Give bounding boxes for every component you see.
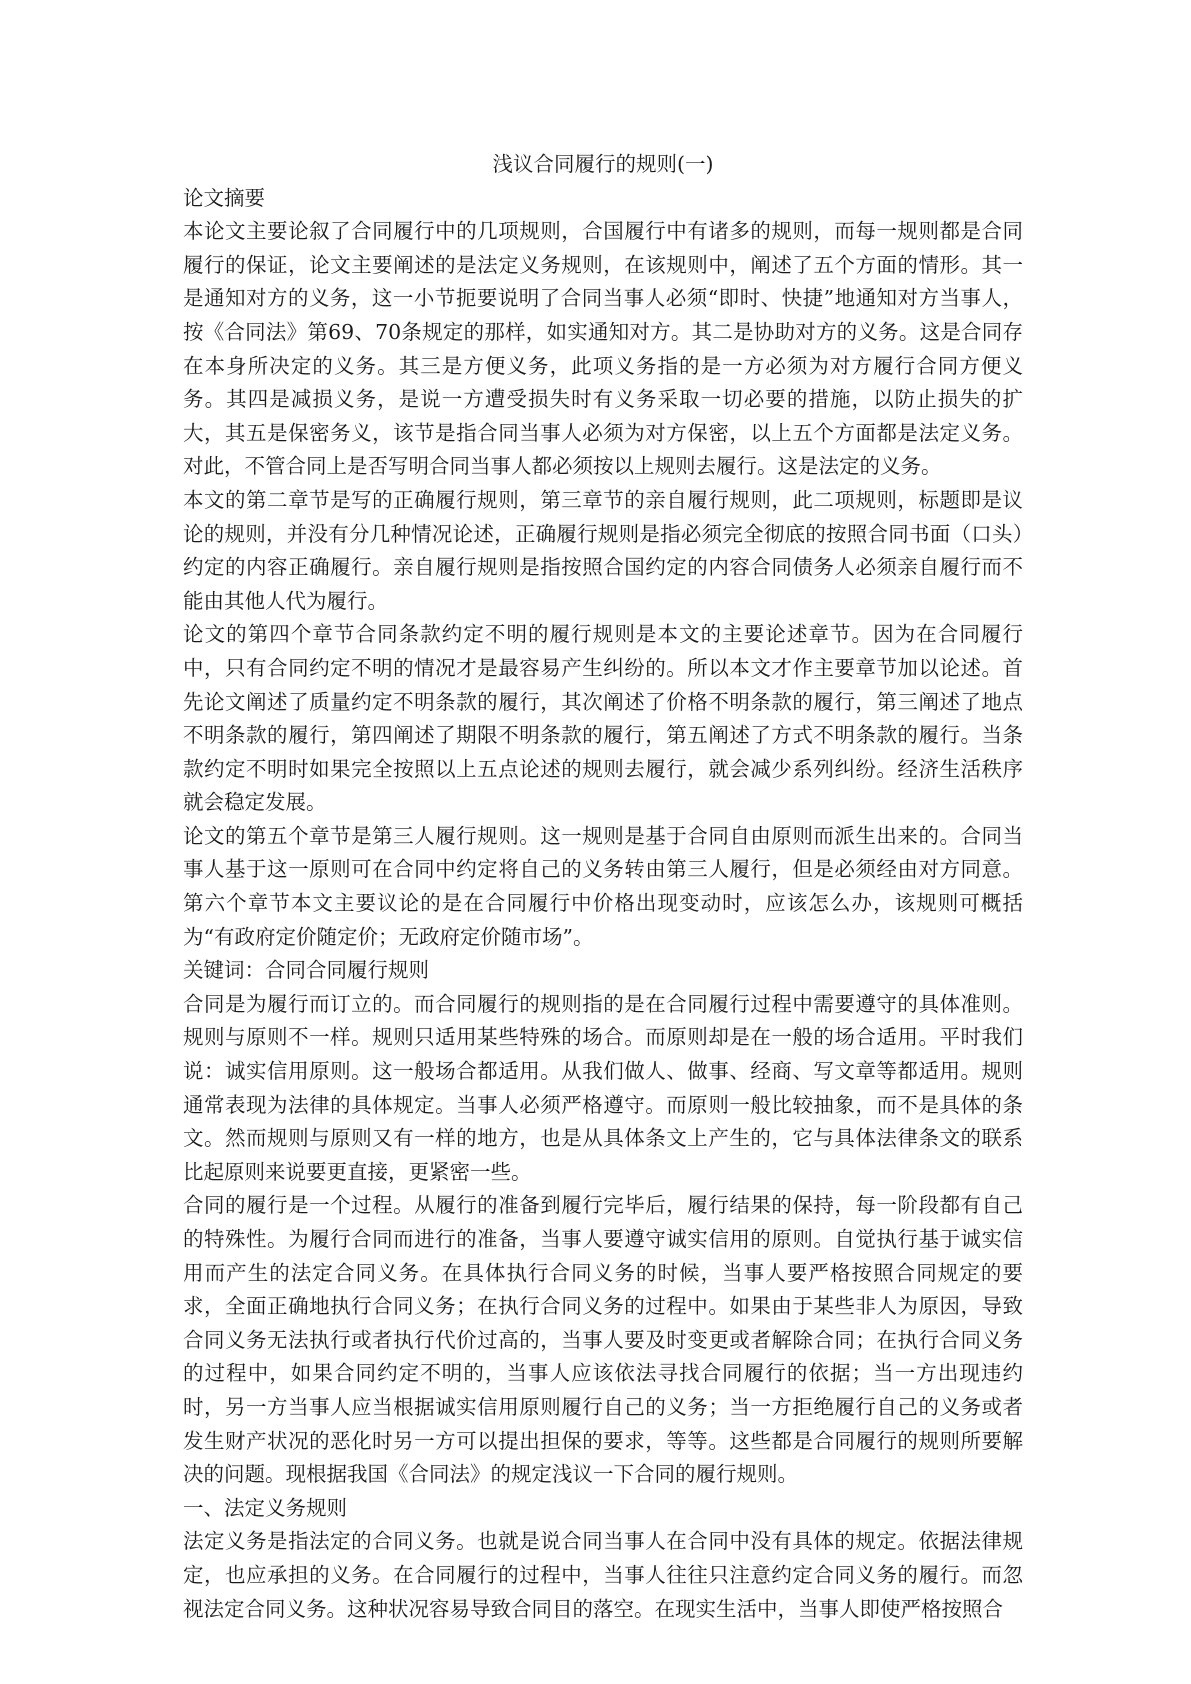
abstract-paragraph-2: 本文的第二章节是写的正确履行规则，第三章节的亲自履行规则，此二项规则，标题即是议论的规则，并没有分几种情况论述，正确履行规则是指必须完全彻底的按照合同书面（口头）约定的内容正确履行。亲自履行规则是指按照合国约定的内容合同债务人必须亲自履行而不能由其他人代为履行。 xyxy=(183,487,1023,613)
document-title: 浅议合同履行的规则(一) xyxy=(492,152,714,176)
body-paragraph-3: 法定义务是指法定的合同义务。也就是说合同当事人在合同中没有具体的规定。依据法律规定，也应承担的义务。在合同履行的过程中，当事人往往只注意约定合同义务的履行。而忽视法定合同义务。这种状况容易导致合同目的落空。在现实生活中，当事人即使严格按照合 xyxy=(183,1529,1023,1621)
abstract-paragraph-3: 论文的第四个章节合同条款约定不明的履行规则是本文的主要论述章节。因为在合同履行中，只有合同约定不明的情况才是最容易产生纠纷的。所以本文才作主要章节加以论述。首先论文阐述了质量约定不明条款的履行，其次阐述了价格不明条款的履行，第三阐述了地点不明条款的履行，第四阐述了期限不明条款的履行，第五阐述了方式不明条款的履行。当条款约定不明时如果完全按照以上五点论述的规则去履行，就会减少系列纠纷。经济生活秩序就会稳定发展。 xyxy=(183,622,1023,815)
abstract-heading: 论文摘要 xyxy=(183,185,265,210)
body-paragraph-2: 合同的履行是一个过程。从履行的准备到履行完毕后，履行结果的保持，每一阶段都有自己的特殊性。为履行合同而进行的准备，当事人要遵守诚实信用的原则。自觉执行基于诚实信用而产生的法定合同义务。在具体执行合同义务的时候，当事人要严格按照合同规定的要求，全面正确地执行合同义务；在执行合同义务的过程中。如果由于某些非人为原因，导致合同义务无法执行或者执行代价过高的，当事人要及时变更或者解除合同；在执行合同义务的过程中，如果合同约定不明的，当事人应该依法寻找合同履行的依据；当一方出现违约时，另一方当事人应当根据诚实信用原则履行自己的义务；当一方拒绝履行自己的义务或者发生财产状况的恶化时另一方可以提出担保的要求，等等。这些都是合同履行的规则所要解决的问题。现根据我国《合同法》的规定浅议一下合同的履行规则。 xyxy=(183,1193,1023,1487)
section-heading-1: 一、法定义务规则 xyxy=(183,1495,347,1520)
keywords-line: 关键词：合同合同履行规则 xyxy=(183,958,429,983)
abstract-paragraph-1: 本论文主要论叙了合同履行中的几项规则，合国履行中有诸多的规则，而每一规则都是合同履行的保证，论文主要阐述的是法定义务规则，在该规则中，阐述了五个方面的情形。其一是通知对方的义务，这一小节扼要说明了合同当事人必须“即时、快捷”地通知对方当事人，按《合同法》第69、70条规定的那样，如实通知对方。其二是协助对方的义务。这是合同存在本身所决定的义务。其三是方便义务，此项义务指的是一方必须为对方履行合同方便义务。其四是减损义务，是说一方遭受损失时有义务采取一切必要的措施，以防止损失的扩大，其五是保密务义，该节是指合同当事人必须为对方保密，以上五个方面都是法定义务。对此，不管合同上是否写明合同当事人都必须按以上规则去履行。这是法定的义务。 xyxy=(183,219,1023,479)
document-page xyxy=(183,148,1023,1626)
body-paragraph-1: 合同是为履行而订立的。而合同履行的规则指的是在合同履行过程中需要遵守的具体准则。规则与原则不一样。规则只适用某些特殊的场合。而原则却是在一般的场合适用。平时我们说：诚实信用原则。这一般场合都适用。从我们做人、做事、经商、写文章等都适用。规则通常表现为法律的具体规定。当事人必须严格遵守。而原则一般比较抽象，而不是具体的条文。然而规则与原则又有一样的地方，也是从具体条文上产生的，它与具体法律条文的联系比起原则来说要更直接，更紧密一些。 xyxy=(183,991,1023,1184)
abstract-paragraph-4: 论文的第五个章节是第三人履行规则。这一规则是基于合同自由原则而派生出来的。合同当事人基于这一原则可在合同中约定将自己的义务转由第三人履行，但是必须经由对方同意。第六个章节本文主要议论的是在合同履行中价格出现变动时，应该怎么办，该规则可概括为“有政府定价随定价；无政府定价随市场”。 xyxy=(183,823,1023,949)
